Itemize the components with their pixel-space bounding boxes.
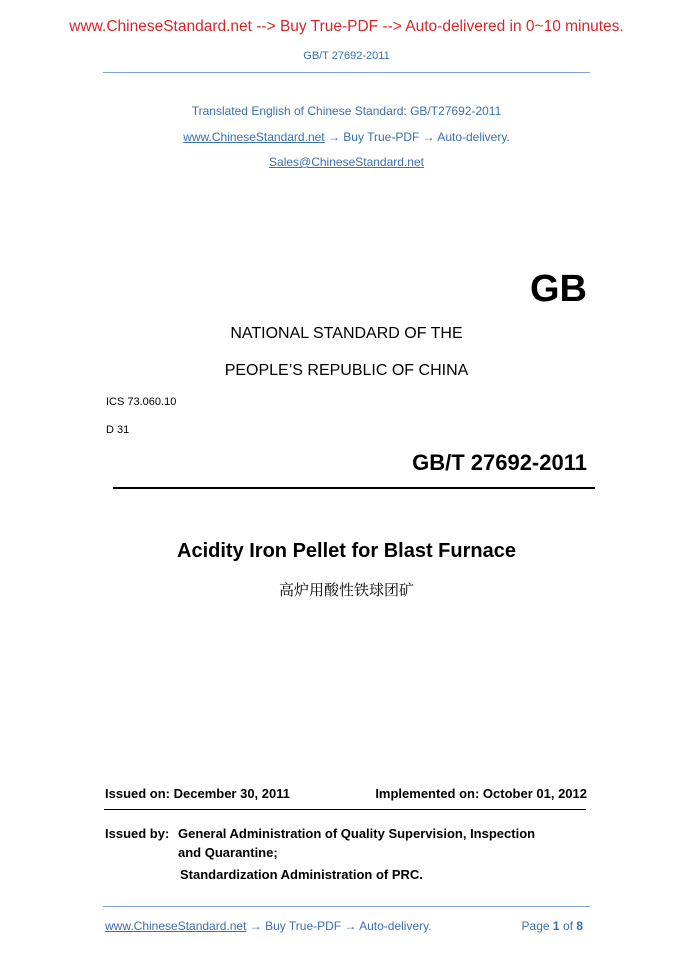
page-label: Page (521, 919, 550, 933)
header-doc-code: GB/T 27692-2011 (303, 50, 390, 62)
footer-divider (103, 906, 590, 907)
footer-site-link[interactable]: www.ChineseStandard.net (105, 919, 247, 933)
ccs-code: D 31 (106, 424, 130, 436)
email-link[interactable]: Sales@ChineseStandard.net (269, 155, 424, 169)
site-link[interactable]: www.ChineseStandard.net (183, 130, 325, 144)
issued-by-label: Issued by: (105, 826, 170, 841)
page-total: 8 (576, 919, 583, 933)
issuer-line2: and Quarantine; (178, 845, 278, 860)
page-current: 1 (552, 919, 560, 933)
page-indicator (522, 919, 583, 933)
top-banner[interactable]: www.ChineseStandard.net --> Buy True-PDF --> Auto-delivered in 0~10 minutes. (69, 18, 624, 35)
national-standard-line1: NATIONAL STANDARD OF THE (230, 325, 463, 342)
title-divider (113, 487, 595, 489)
dates-divider (104, 809, 586, 810)
issuer-line1: General Administration of Quality Supervision, Inspection (178, 826, 536, 841)
national-standard-line2: PEOPLE’S REPUBLIC OF CHINA (224, 362, 469, 379)
page-of: of (562, 919, 573, 933)
standard-number: GB/T 27692-2011 (412, 450, 587, 475)
issued-date: Issued on: December 30, 2011 (105, 786, 290, 801)
implemented-date: Implemented on: October 01, 2012 (375, 786, 587, 801)
email-line (0, 155, 693, 169)
ics-code: ICS 73.060.10 (106, 396, 177, 408)
buy-line (0, 130, 693, 144)
translation-note: Translated English of Chinese Standard: GB/T27692-2011 (191, 104, 502, 118)
buy-line-text: → Buy True-PDF → Auto-delivery. (324, 130, 510, 144)
title-chinese: 高炉用酸性铁球团矿 (278, 582, 414, 599)
title-english: Acidity Iron Pellet for Blast Furnace (177, 540, 516, 562)
footer-buy-text: → Buy True-PDF → Auto-delivery. (246, 919, 432, 933)
issuer-line3: Standardization Administration of PRC. (180, 867, 423, 882)
footer-buy-line (105, 919, 432, 933)
gb-mark: GB (530, 268, 587, 310)
header-divider (103, 72, 590, 73)
